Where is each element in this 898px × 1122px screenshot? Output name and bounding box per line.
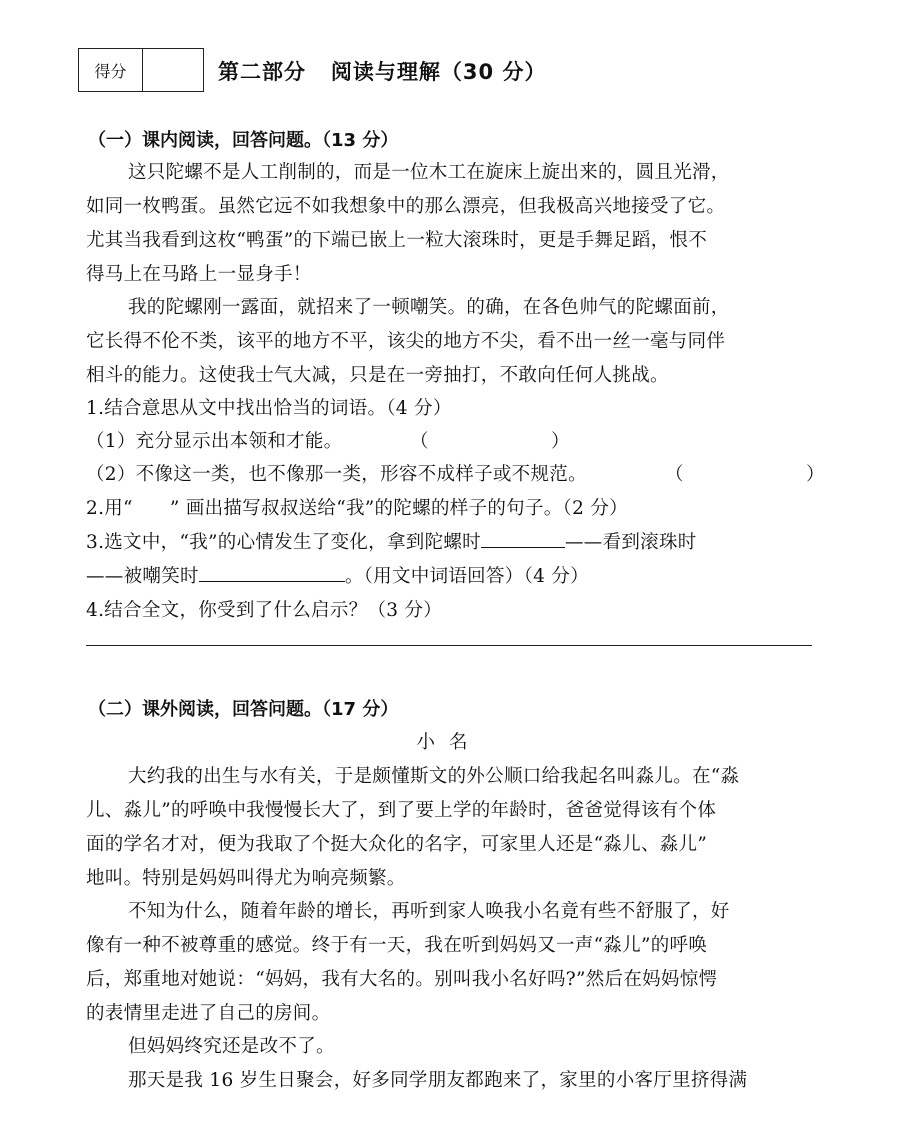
question-1: 1.结合意思从文中找出恰当的词语。（4 分）	[86, 398, 452, 419]
answer-blank[interactable]	[481, 529, 565, 548]
question-3-line1	[86, 528, 697, 554]
question-1-1: （1）充分显示出本领和才能。	[86, 431, 343, 452]
paragraph-line: 但妈妈终究还是改不了。	[128, 1036, 335, 1057]
paragraph-line: 地叫。特别是妈妈叫得尤为响亮频繁。	[86, 868, 406, 889]
paragraph-line: 尤其当我看到这枚“鸭蛋”的下端已嵌上一粒大滚珠时，更是手舞足蹈，恨不	[86, 230, 708, 251]
question-3-text-b: ——看到滚珠时	[564, 532, 697, 553]
answer-paren-close: ）	[551, 431, 570, 452]
score-box	[78, 48, 204, 92]
paragraph-line: 得马上在马路上一显身手！	[86, 264, 312, 285]
question-1-2: （2）不像这一类，也不像那一类，形容不成样子或不规范。	[86, 464, 587, 485]
paragraph-line: 的表情里走进了自己的房间。	[86, 1003, 331, 1024]
paragraph-line: 不知为什么，随着年龄的增长，再听到家人唤我小名竟有些不舒服了，好	[128, 901, 730, 922]
answer-paren-open: （	[665, 464, 684, 485]
paragraph-line: 我的陀螺刚一露面，就招来了一顿嘲笑。的确，在各色帅气的陀螺面前，	[128, 297, 730, 318]
paragraph-line: 如同一枚鸭蛋。虽然它远不如我想象中的那么漂亮，但我极高兴地接受了它。	[86, 196, 726, 217]
paragraph-line: 面的学名才对，便为我取了个挺大众化的名字，可家里人还是“淼儿、淼儿”	[86, 834, 708, 855]
passage-title: 小名	[416, 732, 482, 753]
paragraph-line: 大约我的出生与水有关，于是颇懂斯文的外公顺口给我起名叫淼儿。在“淼	[128, 766, 740, 787]
paragraph-line: 儿、淼儿”的呼唤中我慢慢长大了，到了要上学的年龄时，爸爸觉得该有个体	[86, 800, 717, 821]
score-input-cell[interactable]	[143, 49, 203, 91]
paragraph-line: 像有一种不被尊重的感觉。终于有一天，我在听到妈妈又一声“淼儿”的呼唤	[86, 935, 708, 956]
part-title: 第二部分 阅读与理解（30 分）	[218, 60, 547, 84]
question-3-text-d: 。（用文中词语回答）（4 分）	[344, 566, 589, 587]
answer-paren-close: ）	[806, 464, 825, 485]
paragraph-line: 相斗的能力。这使我士气大减，只是在一旁抽打，不敢向任何人挑战。	[86, 365, 669, 386]
section1-heading: （一）课内阅读，回答问题。（13 分）	[88, 130, 399, 151]
question-2: 2.用“ ” 画出描写叔叔送给“我”的陀螺的样子的句子。（2 分）	[86, 498, 628, 519]
paragraph-line: 那天是我 16 岁生日聚会，好多同学朋友都跑来了，家里的小客厅里挤得满	[128, 1070, 748, 1091]
score-label: 得分	[79, 49, 143, 91]
paragraph-line: 它长得不伦不类，该平的地方不平，该尖的地方不尖，看不出一丝一毫与同伴	[86, 331, 726, 352]
paragraph-line: 后，郑重地对她说：“妈妈，我有大名的。别叫我小名好吗?”然后在妈妈惊愕	[86, 969, 718, 990]
question-3-text-a: 3.选文中，“我”的心情发生了变化，拿到陀螺时	[86, 532, 481, 553]
answer-line[interactable]	[86, 645, 812, 646]
question-4: 4.结合全文，你受到了什么启示？（3 分）	[86, 600, 443, 621]
paragraph-line: 这只陀螺不是人工削制的，而是一位木工在旋床上旋出来的，圆且光滑，	[128, 162, 730, 183]
question-3-line2	[86, 562, 589, 588]
answer-blank[interactable]	[199, 563, 345, 582]
section2-heading: （二）课外阅读，回答问题。（17 分）	[88, 699, 399, 720]
question-3-text-c: ——被嘲笑时	[86, 566, 199, 587]
answer-paren-open: （	[410, 431, 429, 452]
